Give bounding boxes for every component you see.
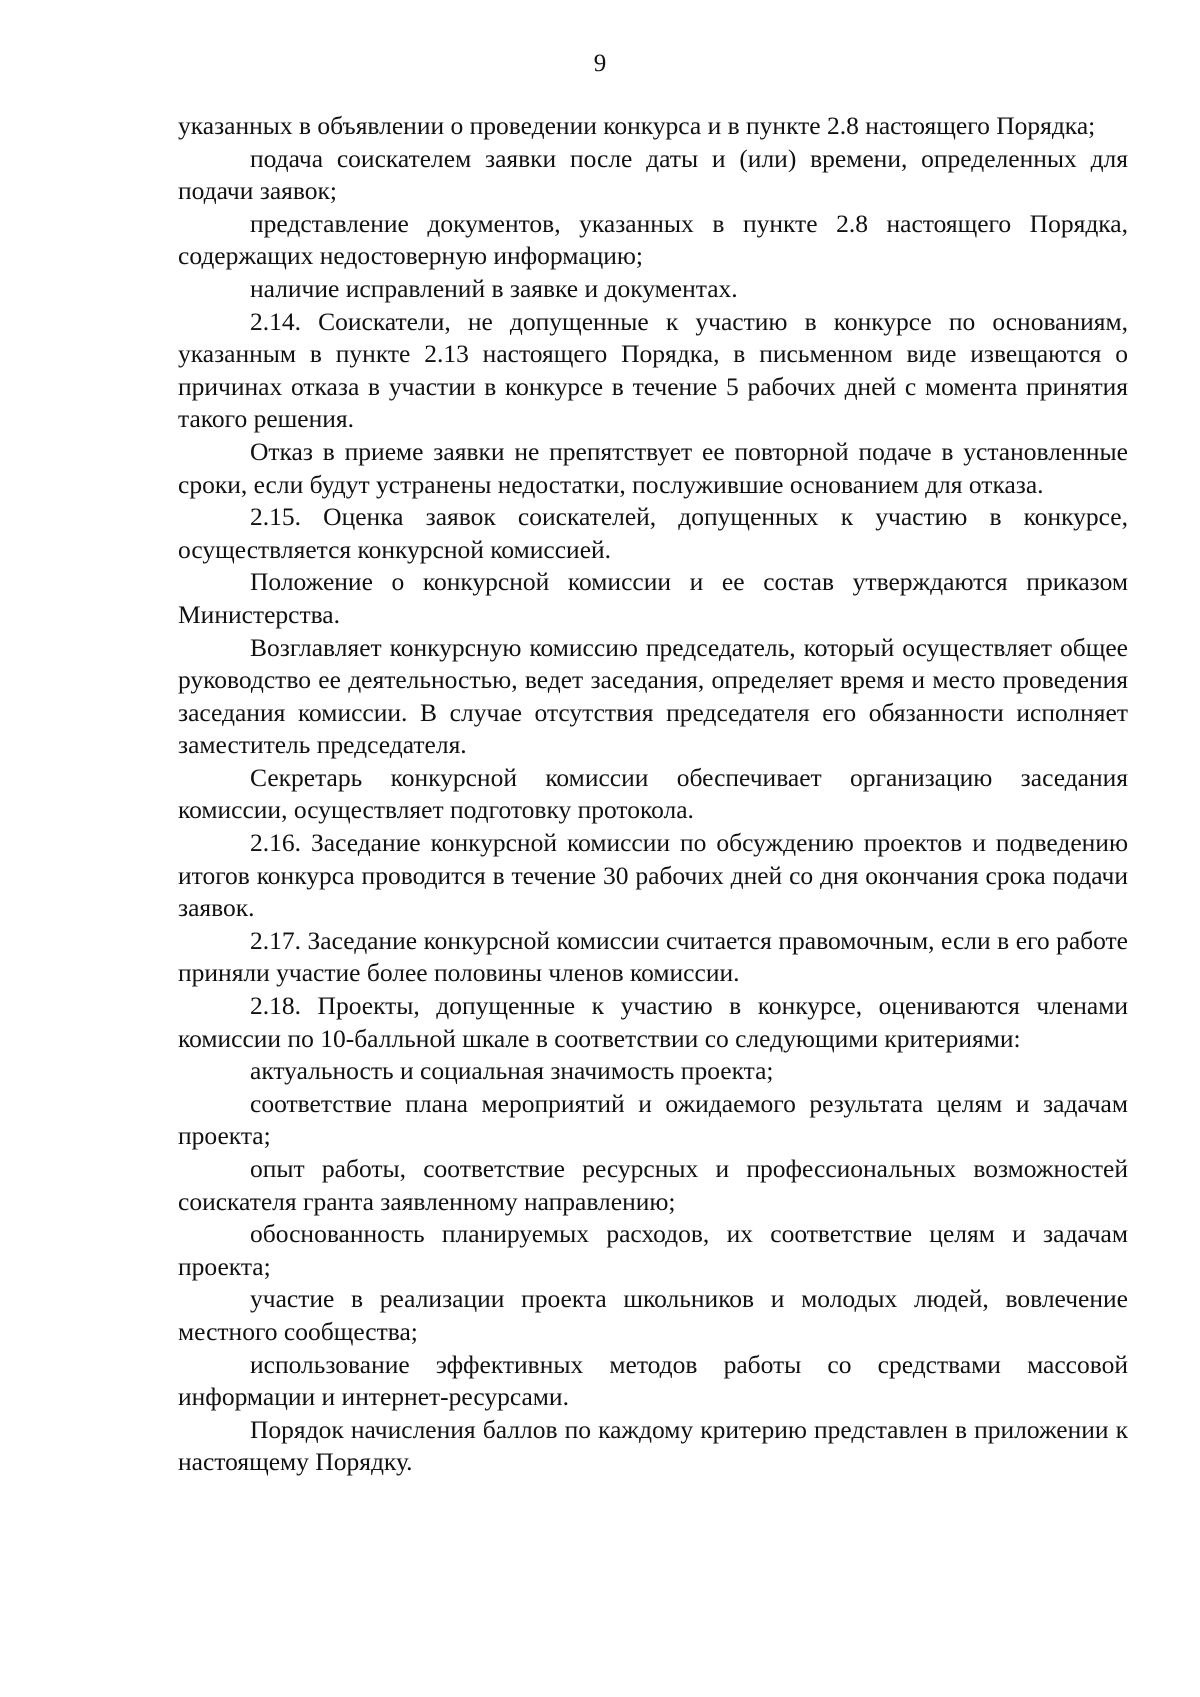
criterion-plan-compliance: соответствие плана мероприятий и ожидаемого результата целям и задачам проекта;: [178, 1088, 1128, 1151]
paragraph-clause-2-18: 2.18. Проекты, допущенные к участию в конкурсе, оцениваются членами комиссии по 10-балльной шкале в соответствии со следующими критериями:: [178, 991, 1128, 1053]
document-body: [178, 110, 1128, 1479]
paragraph-continuation: указанных в объявлении о проведении конкурса и в пункте 2.8 настоящего Порядка;: [178, 111, 1096, 140]
paragraph-secretary: Секретарь конкурсной комиссии обеспечивает организацию заседания комиссии, осуществляет подготовку протокола.: [178, 762, 1128, 825]
paragraph-clause-2-14: 2.14. Соискатели, не допущенные к участию в конкурсе по основаниям, указанным в пункте 2.13 настоящего Порядка, в письменном виде извещаются о причинах отказа в участии в конкурсе в течение 5 рабочих дней с момента принятия такого решения.: [178, 306, 1128, 434]
paragraph-false-documents: представление документов, указанных в пункте 2.8 настоящего Порядка, содержащих недостоверную информацию;: [178, 208, 1128, 271]
criterion-expenses: обоснованность планируемых расходов, их соответствие целям и задачам проекта;: [178, 1219, 1128, 1281]
paragraph-late-submission: подача соискателем заявки после даты и (или) времени, определенных для подачи заявок;: [178, 143, 1128, 206]
criterion-media: использование эффективных методов работы со средствами массовой информации и интернет-ресурсами.: [178, 1349, 1128, 1412]
paragraph-commission-regulation: Положение о конкурсной комиссии и ее состав утверждаются приказом Министерства.: [178, 567, 1128, 629]
criterion-youth-participation: участие в реализации проекта школьников и молодых людей, вовлечение местного сообщества;: [178, 1284, 1128, 1346]
paragraph-scoring-procedure: Порядок начисления баллов по каждому критерию представлен в приложении к настоящему Порядку.: [178, 1414, 1128, 1477]
criterion-experience: опыт работы, соответствие ресурсных и профессиональных возможностей соискателя гранта заявленному направлению;: [178, 1154, 1128, 1216]
paragraph-clause-2-16: 2.16. Заседание конкурсной комиссии по обсуждению проектов и подведению итогов конкурса проводится в течение 30 рабочих дней со дня окончания срока подачи заявок.: [178, 828, 1128, 923]
page-number: 9: [593, 50, 607, 77]
paragraph-chairman: Возглавляет конкурсную комиссию председатель, который осуществляет общее руководство ее деятельностью, ведет заседания, определяет время и место проведения заседания комиссии. В случае отсутствия председателя его обязанности исполняет заместитель председателя.: [178, 632, 1128, 760]
paragraph-clause-2-17: 2.17. Заседание конкурсной комиссии считается правомочным, если в его работе приняли участие более половины членов комиссии.: [178, 925, 1128, 988]
criterion-relevance: актуальность и социальная значимость проекта;: [250, 1056, 774, 1086]
paragraph-corrections: наличие исправлений в заявке и документах.: [250, 273, 738, 303]
paragraph-refusal: Отказ в приеме заявки не препятствует ее повторной подаче в установленные сроки, если будут устранены недостатки, послужившие основанием для отказа.: [178, 436, 1128, 499]
paragraph-clause-2-15: 2.15. Оценка заявок соискателей, допущенных к участию в конкурсе, осуществляется конкурсной комиссией.: [178, 502, 1128, 564]
